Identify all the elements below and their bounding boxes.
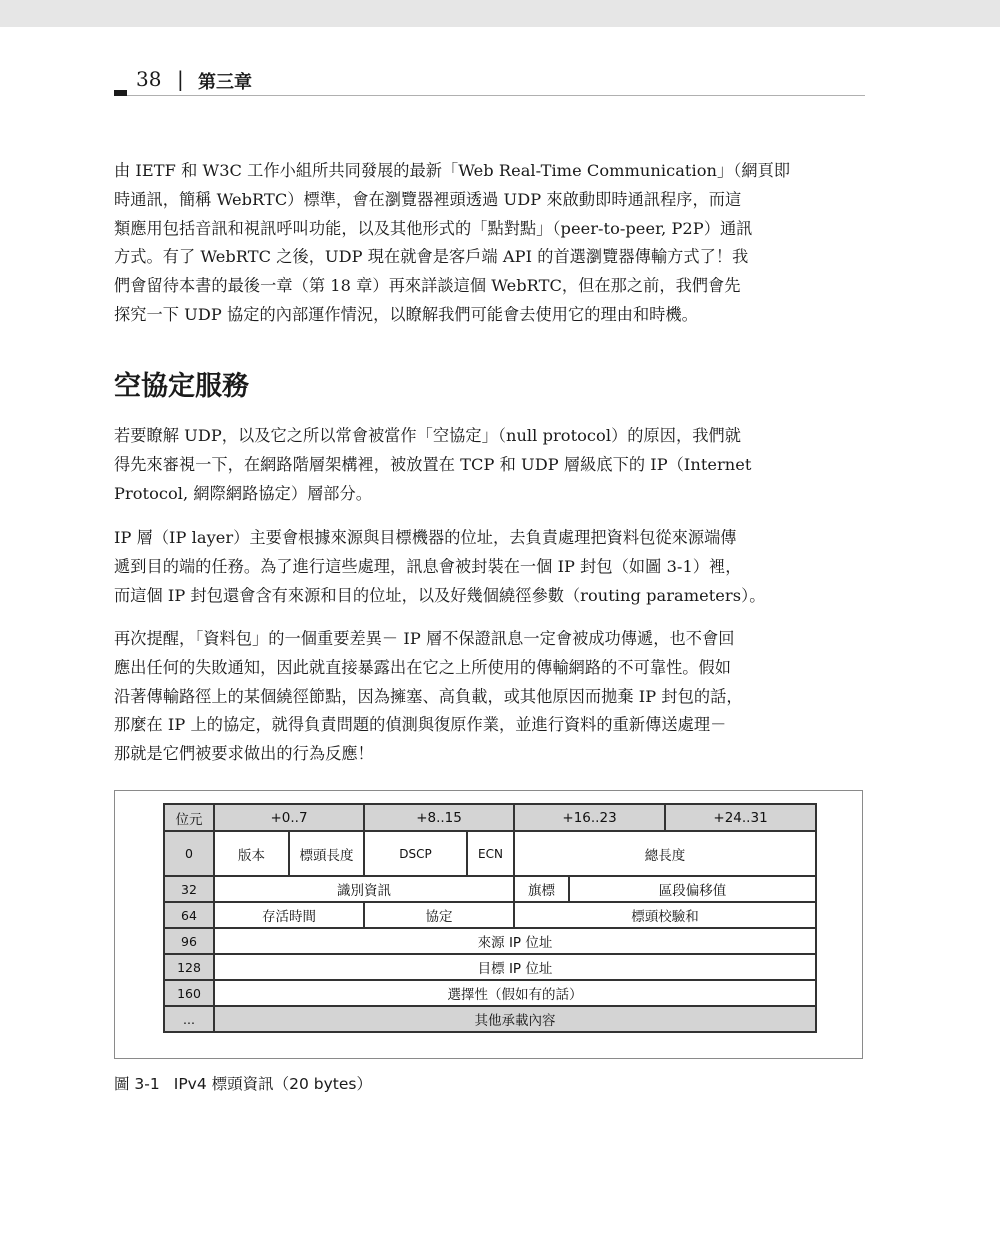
text-line: 應出任何的失敗通知，因此就直接暴露出在它之上所使用的傳輸網路的不可靠性。假如 <box>114 657 732 677</box>
text-line: 沿著傳輸路徑上的某個繞徑節點，因為擁塞、高負載，或其他原因而拋棄 IP 封包的話， <box>114 686 743 706</box>
text-line: IP 層（IP layer）主要會根據來源與目標機器的位址，去負責處理把資料包從來源端傳 <box>114 528 737 547</box>
text-line: 若要瞭解 UDP，以及它之所以常會被當作「空協定」（null protocol）的原因，我們就 <box>114 426 741 445</box>
figure-caption <box>114 1072 372 1094</box>
fragment-offset-cell: 區段偏移值 <box>569 876 816 902</box>
text-line: 們會留待本書的最後一章（第 18 章）再來詳談這個 WebRTC，但在那之前，我們會先 <box>114 276 741 296</box>
bit-range-cell: +8..15 <box>364 804 514 831</box>
ecn-cell: ECN <box>467 831 514 876</box>
ipv4-header-table <box>163 803 817 1033</box>
text-line: 類應用包括音訊和視訊呼叫功能，以及其他形式的「點對點」（peer-to-peer, P2P）通訊 <box>114 218 753 238</box>
text-line: 時通訊，簡稱 WebRTC）標準，會在瀏覽器裡頭透過 UDP 來啟動即時通訊程序，而這 <box>114 189 742 209</box>
text-line: 得先來審視一下，在網路階層架構裡，被放置在 TCP 和 UDP 層級底下的 IP（Internet <box>114 454 752 474</box>
version-cell: 版本 <box>214 831 289 876</box>
top-band <box>0 0 1000 27</box>
text-line: 而這個 IP 封包還會含有來源和目的位址，以及好幾個繞徑參數（routing parameters）。 <box>114 585 766 605</box>
running-head <box>114 62 865 98</box>
checksum-cell: 標頭校驗和 <box>514 902 816 928</box>
bit-range-cell: +24..31 <box>665 804 816 831</box>
text-line: 那就是它們被要求做出的行為反應！ <box>114 744 374 764</box>
page-number: 38 <box>136 67 162 91</box>
table-row <box>164 928 816 954</box>
options-cell: 選擇性（假如有的話） <box>214 980 816 1006</box>
offset-cell: 160 <box>164 980 214 1006</box>
text-line: 那麼在 IP 上的協定，就得負責問題的偵測與復原作業，並進行資料的重新傳送處理－ <box>114 715 727 735</box>
table-row <box>164 954 816 980</box>
text-line: 再次提醒，「資料包」的一個重要差異－ IP 層不保證訊息一定會被成功傳遞，也不會回 <box>114 629 735 648</box>
bit-range-cell: +0..7 <box>214 804 364 831</box>
header-separator: | <box>177 67 184 91</box>
body-paragraph <box>114 524 865 610</box>
destination-address-cell: 目標 IP 位址 <box>214 954 816 980</box>
offset-cell: 0 <box>164 831 214 876</box>
text-line: Protocol, 網際網路協定）層部分。 <box>114 483 373 503</box>
offset-cell: 96 <box>164 928 214 954</box>
bit-label-cell: 位元 <box>164 804 214 831</box>
text-line: 方式。有了 WebRTC 之後，UDP 現在就會是客戶端 API 的首選瀏覽器傳輸方式了！我 <box>114 247 749 267</box>
total-length-cell: 總長度 <box>514 831 816 876</box>
intro-paragraph <box>114 157 865 330</box>
offset-cell: 64 <box>164 902 214 928</box>
figure-caption-label: 圖 3-1 <box>114 1075 160 1093</box>
dscp-cell: DSCP <box>364 831 467 876</box>
header-rule <box>127 95 865 96</box>
offset-cell: 32 <box>164 876 214 902</box>
ihl-cell: 標頭長度 <box>289 831 364 876</box>
header-mark <box>114 90 127 96</box>
figure-caption-text: IPv4 標頭資訊（20 bytes） <box>173 1075 372 1093</box>
text-line: 由 IETF 和 W3C 工作小組所共同發展的最新「Web Real-Time Communication」（網頁即 <box>114 161 791 180</box>
section-heading: 空協定服務 <box>114 371 249 402</box>
identification-cell: 識別資訊 <box>214 876 514 902</box>
table-row <box>164 902 816 928</box>
payload-cell: 其他承載內容 <box>214 1006 816 1032</box>
protocol-cell: 協定 <box>364 902 514 928</box>
offset-cell: 128 <box>164 954 214 980</box>
text-line: 探究一下 UDP 協定的內部運作情況，以瞭解我們可能會去使用它的理由和時機。 <box>114 304 698 324</box>
table-row <box>164 1006 816 1032</box>
text-line: 遞到目的端的任務。為了進行這些處理，訊息會被封裝在一個 IP 封包（如圖 3-1）裡， <box>114 556 742 576</box>
table-row <box>164 876 816 902</box>
flags-cell: 旗標 <box>514 876 569 902</box>
body-paragraph <box>114 422 865 508</box>
offset-cell: ... <box>164 1006 214 1032</box>
ttl-cell: 存活時間 <box>214 902 364 928</box>
bit-range-cell: +16..23 <box>514 804 665 831</box>
table-row <box>164 831 816 876</box>
chapter-title: 第三章 <box>198 72 252 93</box>
body-paragraph <box>114 625 865 769</box>
table-row <box>164 804 816 831</box>
table-row <box>164 980 816 1006</box>
source-address-cell: 來源 IP 位址 <box>214 928 816 954</box>
